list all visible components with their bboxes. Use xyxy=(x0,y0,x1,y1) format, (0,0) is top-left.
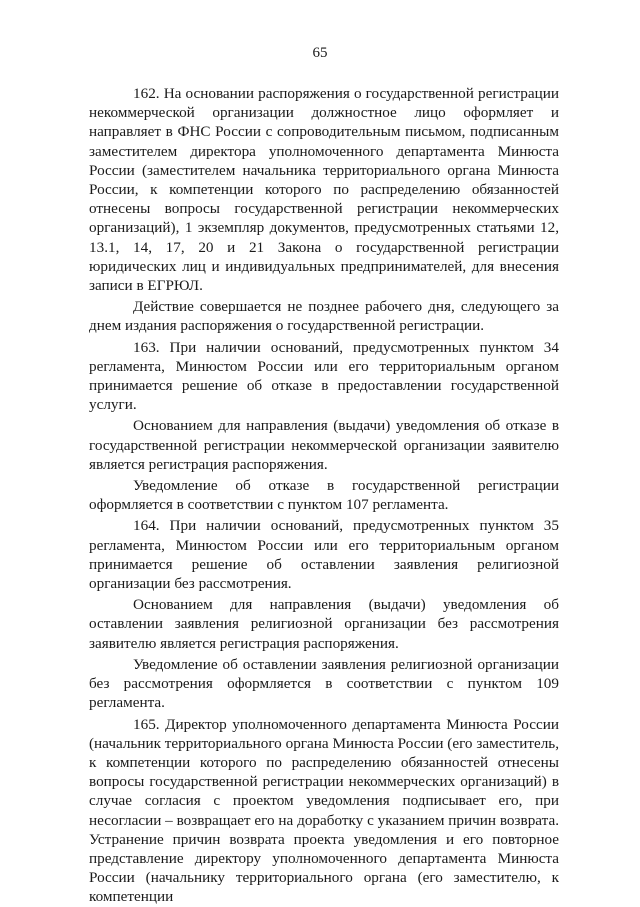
page-number: 65 xyxy=(312,45,328,61)
paragraph-163: 163. При наличии оснований, предусмотренных пунктом 34 регламента, Минюстом России или его территориальным органом принимается решение об отказе в предоставлении государственной услуги. xyxy=(89,338,559,414)
paragraph-163-notice: Уведомление об отказе в государственной регистрации оформляется в соответствии с пунктом 107 регламента. xyxy=(89,477,559,514)
paragraph-162-deadline: Действие совершается не позднее рабочего дня, следующего за днем издания распоряжения о государственной регистрации. xyxy=(89,298,559,335)
paragraph-162: 162. На основании распоряжения о государственной регистрации некоммерческой организации должностное лицо оформляет и направляет в ФНС России с сопроводительным письмом, подписанным заместителем директора уполномоченного департамента Минюста России (заместителем начальника территориального органа Минюста России, к компетенции которого по распределению обязанностей отнесены вопросы государственной регистрации некоммерческих организаций), 1 экземпляр документов, предусмотренных статьями 12, 13.1, 14, 17, 20 и 21 Закона о государственной регистрации юридических лиц и индивидуальных предпринимателей, для внесения записи в ЕГРЮЛ. xyxy=(89,85,559,295)
document-body xyxy=(89,84,559,907)
paragraph-163-basis: Основанием для направления (выдачи) уведомления об отказе в государственной регистрации некоммерческой организации заявителю является регистрация распоряжения. xyxy=(89,417,559,473)
paragraph-164: 164. При наличии оснований, предусмотренных пунктом 35 регламента, Минюстом России или его территориальным органом принимается решение об оставлении заявления религиозной организации без рассмотрения. xyxy=(89,517,559,593)
paragraph-165: 165. Директор уполномоченного департамента Минюста России (начальник территориального органа Минюста России (его заместитель, к компетенции которого по распределению обязанностей отнесены вопросы государственной регистрации некоммерческих организаций) в случае согласия с проектом уведомления подписывает его, при несогласии – возвращает его на доработку с указанием причин возврата. Устранение причин возврата проекта уведомления и его повторное представление директору уполномоченного департамента Минюста России (начальнику территориального органа (его заместителю, к компетенции xyxy=(89,715,559,906)
paragraph-164-basis: Основанием для направления (выдачи) уведомления об оставлении заявления религиозной организации без рассмотрения заявителю является регистрация распоряжения. xyxy=(89,596,559,652)
paragraph-164-notice: Уведомление об оставлении заявления религиозной организации без рассмотрения оформляется в соответствии с пунктом 109 регламента. xyxy=(89,655,559,712)
